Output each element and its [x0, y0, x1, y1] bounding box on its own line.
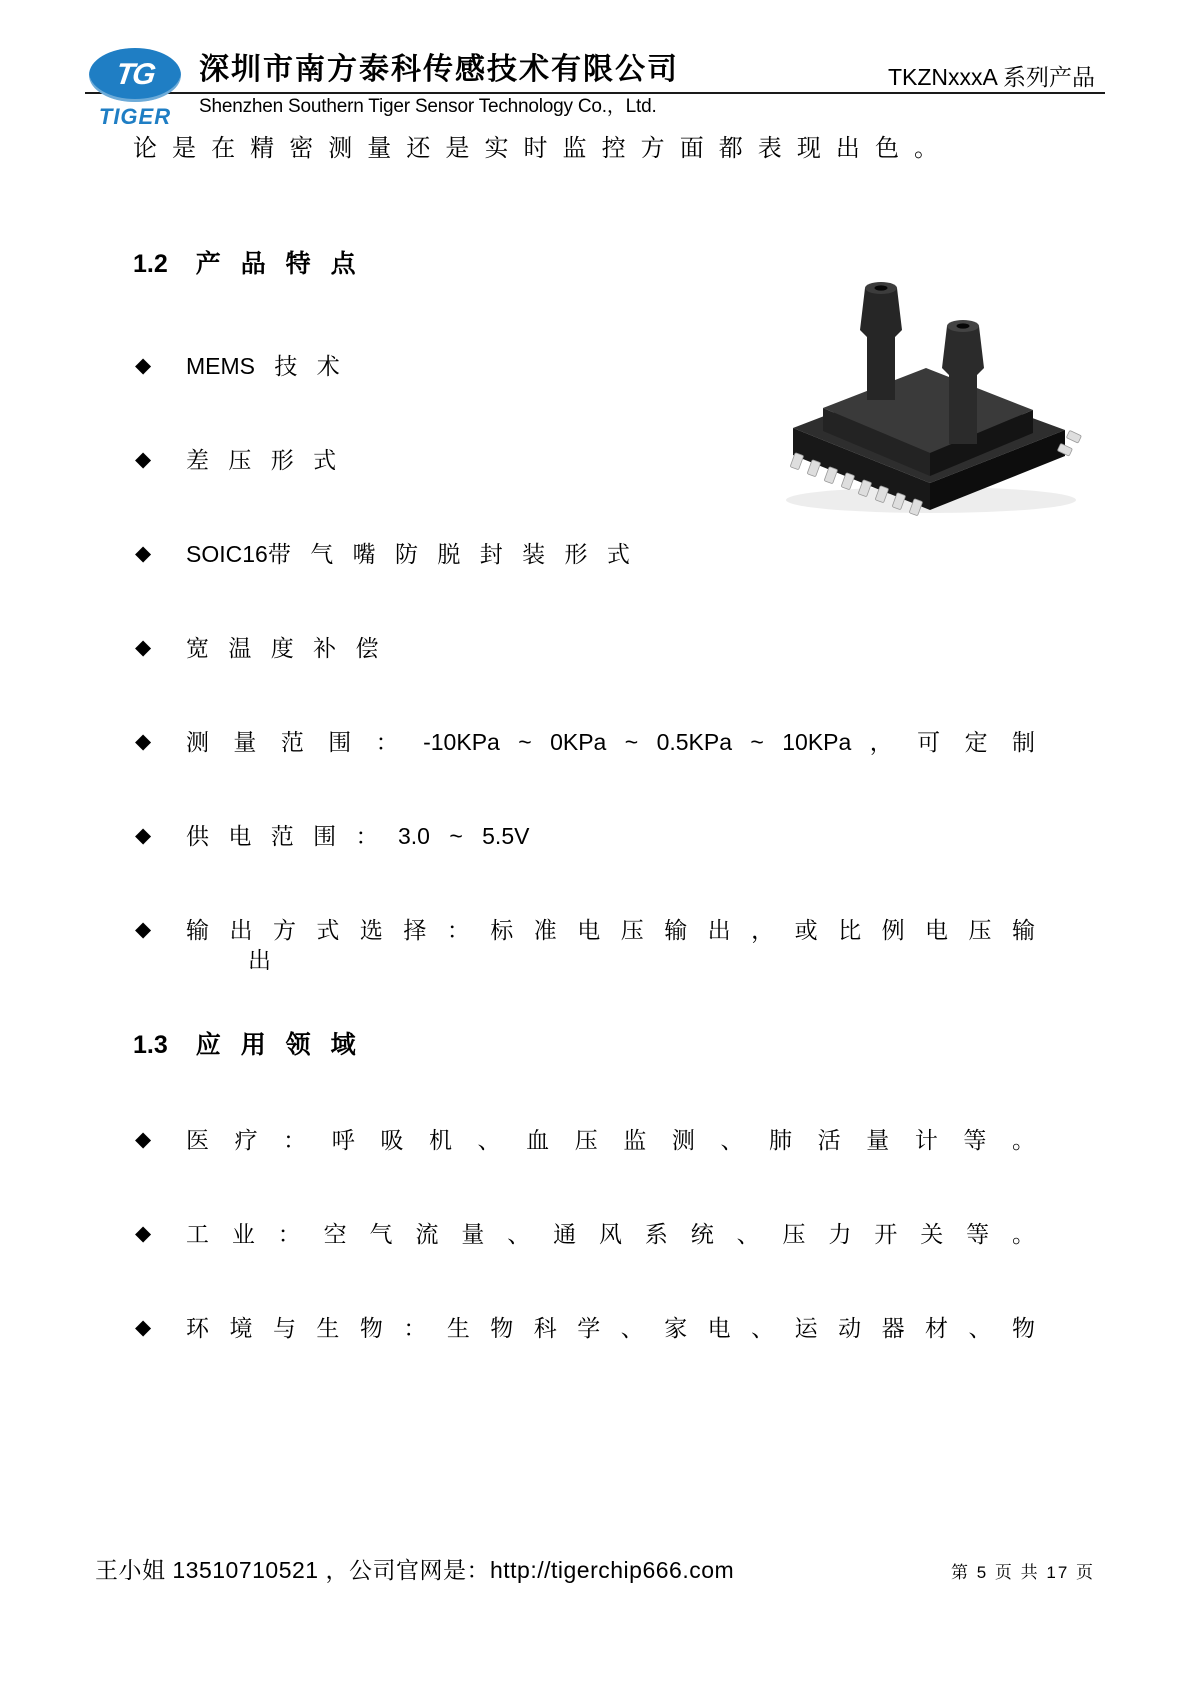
bullet-diamond-icon: ◆ [135, 1128, 152, 1151]
application-text: 环 境 与 生 物 ： 生 物 科 学 、 家 电 、 运 动 器 材 、 物 [186, 1315, 1035, 1341]
tiger-logo-icon [89, 48, 181, 102]
applications-list [133, 1125, 1035, 1343]
section-title: 应 用 领 域 [195, 1031, 356, 1059]
company-name-cn: 深圳市南方泰科传感技术有限公司 [199, 53, 679, 86]
bullet-diamond-icon: ◆ [135, 824, 152, 847]
bullet-diamond-icon: ◆ [135, 448, 152, 471]
company-name-block [199, 48, 679, 118]
logo-monogram: TG [113, 58, 157, 91]
section-number: 1.3 [133, 1031, 168, 1059]
bullet-diamond-icon: ◆ [135, 636, 152, 659]
page-footer [0, 1552, 1190, 1585]
feature-item [133, 821, 1035, 851]
feature-item [133, 727, 1035, 757]
feature-text: SOIC16带 气 嘴 防 脱 封 装 形 式 [186, 541, 630, 567]
feature-text: 供 电 范 围 ： 3.0 ~ 5.5V [186, 823, 530, 849]
feature-text: 测 量 范 围 ： -10KPa ~ 0KPa ~ 0.5KPa ~ 10KPa ， 可 定 制 [186, 729, 1035, 755]
application-text: 工 业 ： 空 气 流 量 、 通 风 系 统 、 压 力 开 关 等 。 [186, 1221, 1035, 1247]
feature-item [133, 915, 1035, 945]
application-item [133, 1219, 1035, 1249]
intro-paragraph: 论 是 在 精 密 测 量 还 是 实 时 监 控 方 面 都 表 现 出 色 。 [133, 135, 938, 162]
company-name-en: Shenzhen Southern Tiger Sensor Technology Co.，Ltd. [199, 96, 657, 117]
application-item [133, 1125, 1035, 1155]
bullet-diamond-icon: ◆ [135, 918, 152, 941]
application-item [133, 1313, 1035, 1343]
feature-text: 宽 温 度 补 偿 [186, 635, 379, 661]
logo-wordmark: TIGER [98, 104, 172, 129]
bullet-diamond-icon: ◆ [135, 1222, 152, 1245]
company-logo [85, 48, 185, 130]
bullet-diamond-icon: ◆ [135, 542, 152, 565]
bullet-diamond-icon: ◆ [135, 354, 152, 377]
section-number: 1.2 [133, 250, 168, 278]
section-heading-1-3 [133, 1030, 1035, 1060]
footer-contact: 王小姐 13510710521 ，公司官网是：http://tigerchip666.com [95, 1557, 735, 1583]
footer-page-number: 第 5 页 共 17 页 [951, 1563, 1095, 1582]
pressure-sensor-render [763, 258, 1095, 516]
feature-continuation: 出 [248, 947, 271, 973]
feature-text: 差 压 形 式 [186, 447, 337, 473]
product-series-label: TKZNxxxA 系列产品 [887, 64, 1095, 90]
feature-item [133, 539, 1035, 569]
feature-item [133, 633, 1035, 663]
feature-text: MEMS 技 术 [186, 353, 340, 379]
page-header [0, 0, 1190, 129]
feature-text: 输 出 方 式 选 择 ： 标 准 电 压 输 出 ， 或 比 例 电 压 输 [186, 917, 1035, 943]
application-text: 医 疗 ： 呼 吸 机 、 血 压 监 测 、 肺 活 量 计 等 。 [186, 1127, 1035, 1153]
bullet-diamond-icon: ◆ [135, 1316, 152, 1339]
bullet-diamond-icon: ◆ [135, 730, 152, 753]
product-image [763, 258, 1095, 516]
section-title: 产 品 特 点 [195, 250, 356, 278]
